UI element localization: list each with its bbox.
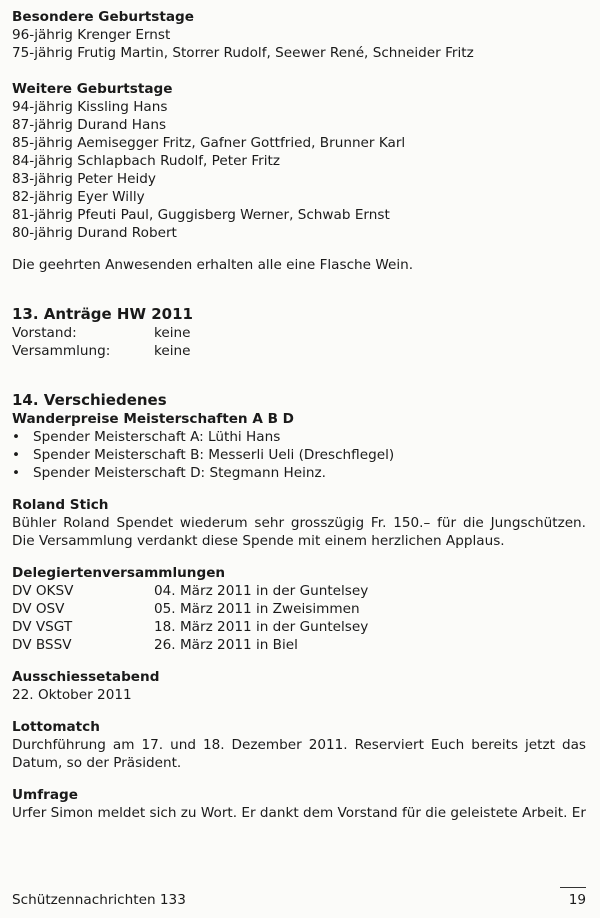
ausschiessetabend-date: 22. Oktober 2011 bbox=[12, 687, 132, 703]
weitere-line: 83-jährig Peter Heidy bbox=[12, 171, 156, 187]
antraege-key: Vorstand: bbox=[12, 325, 77, 341]
antraege-heading: 13. Anträge HW 2011 bbox=[12, 305, 193, 323]
list-item-text: Spender Meisterschaft B: Messerli Ueli (Dreschflegel) bbox=[33, 447, 395, 463]
dv-key: DV VSGT bbox=[12, 619, 73, 635]
besondere-line: 96-jährig Krenger Ernst bbox=[12, 27, 171, 43]
bullet-icon: • bbox=[12, 447, 21, 463]
besondere-geburtstage-heading: Besondere Geburtstage bbox=[12, 9, 194, 25]
list-item-text: Spender Meisterschaft A: Lüthi Hans bbox=[33, 429, 281, 445]
antraege-row bbox=[12, 342, 586, 360]
dv-row bbox=[12, 618, 586, 636]
ausschiessetabend-heading: Ausschiessetabend bbox=[12, 669, 160, 685]
dv-key: DV OKSV bbox=[12, 583, 74, 599]
umfrage-text: Urfer Simon meldet sich zu Wort. Er dankt dem Vorstand für die geleistete Arbeit. Er bbox=[12, 805, 586, 821]
dv-row bbox=[12, 600, 586, 618]
weitere-line: 84-jährig Schlapbach Rudolf, Peter Fritz bbox=[12, 153, 281, 169]
weitere-line: 85-jährig Aemisegger Fritz, Gafner Gottfried, Brunner Karl bbox=[12, 135, 406, 151]
page-content bbox=[12, 8, 586, 822]
dv-value: 18. März 2011 in der Guntelsey bbox=[154, 619, 369, 635]
dv-row bbox=[12, 636, 586, 654]
footer-rule bbox=[560, 887, 586, 888]
roland-stich-text: Bühler Roland Spendet wiederum sehr grosszügig Fr. 150.– für die Jungschützen. Die Versammlung verdankt diese Spende mit einem herzlichen Applaus. bbox=[12, 515, 586, 549]
dv-key: DV OSV bbox=[12, 601, 65, 617]
weitere-line: 82-jährig Eyer Willy bbox=[12, 189, 145, 205]
list-item bbox=[12, 446, 586, 464]
list-item bbox=[12, 464, 586, 482]
weitere-line: 87-jährig Durand Hans bbox=[12, 117, 167, 133]
wanderpreise-list bbox=[12, 428, 586, 482]
wein-note: Die geehrten Anwesenden erhalten alle eine Flasche Wein. bbox=[12, 257, 414, 273]
weitere-geburtstage-heading: Weitere Geburtstage bbox=[12, 81, 173, 97]
page-number: 19 bbox=[568, 892, 586, 908]
verschiedenes-heading: 14. Verschiedenes bbox=[12, 391, 167, 409]
weitere-line: 81-jährig Pfeuti Paul, Guggisberg Werner, Schwab Ernst bbox=[12, 207, 390, 223]
antraege-value: keine bbox=[154, 343, 191, 359]
antraege-row bbox=[12, 324, 586, 342]
lottomatch-text: Durchführung am 17. und 18. Dezember 2011. Reserviert Euch bereits jetzt das Datum, so der Präsident. bbox=[12, 737, 586, 771]
weitere-line: 94-jährig Kissling Hans bbox=[12, 99, 168, 115]
list-item-text: Spender Meisterschaft D: Stegmann Heinz. bbox=[33, 465, 326, 481]
roland-stich-heading: Roland Stich bbox=[12, 497, 109, 513]
wanderpreise-heading: Wanderpreise Meisterschaften A B D bbox=[12, 411, 294, 427]
besondere-line: 75-jährig Frutig Martin, Storrer Rudolf, Seewer René, Schneider Fritz bbox=[12, 45, 474, 61]
dv-row bbox=[12, 582, 586, 600]
weitere-line: 80-jährig Durand Robert bbox=[12, 225, 177, 241]
antraege-value: keine bbox=[154, 325, 191, 341]
list-item bbox=[12, 428, 586, 446]
lottomatch-heading: Lottomatch bbox=[12, 719, 100, 735]
bullet-icon: • bbox=[12, 429, 21, 445]
bullet-icon: • bbox=[12, 465, 21, 481]
dv-value: 04. März 2011 in der Guntelsey bbox=[154, 583, 369, 599]
antraege-key: Versammlung: bbox=[12, 343, 111, 359]
dv-value: 26. März 2011 in Biel bbox=[154, 637, 298, 653]
umfrage-heading: Umfrage bbox=[12, 787, 78, 803]
delegiertenversammlungen-heading: Delegiertenversammlungen bbox=[12, 565, 226, 581]
publication-name: Schützennachrichten 133 bbox=[12, 892, 186, 908]
dv-value: 05. März 2011 in Zweisimmen bbox=[154, 601, 360, 617]
dv-key: DV BSSV bbox=[12, 637, 72, 653]
